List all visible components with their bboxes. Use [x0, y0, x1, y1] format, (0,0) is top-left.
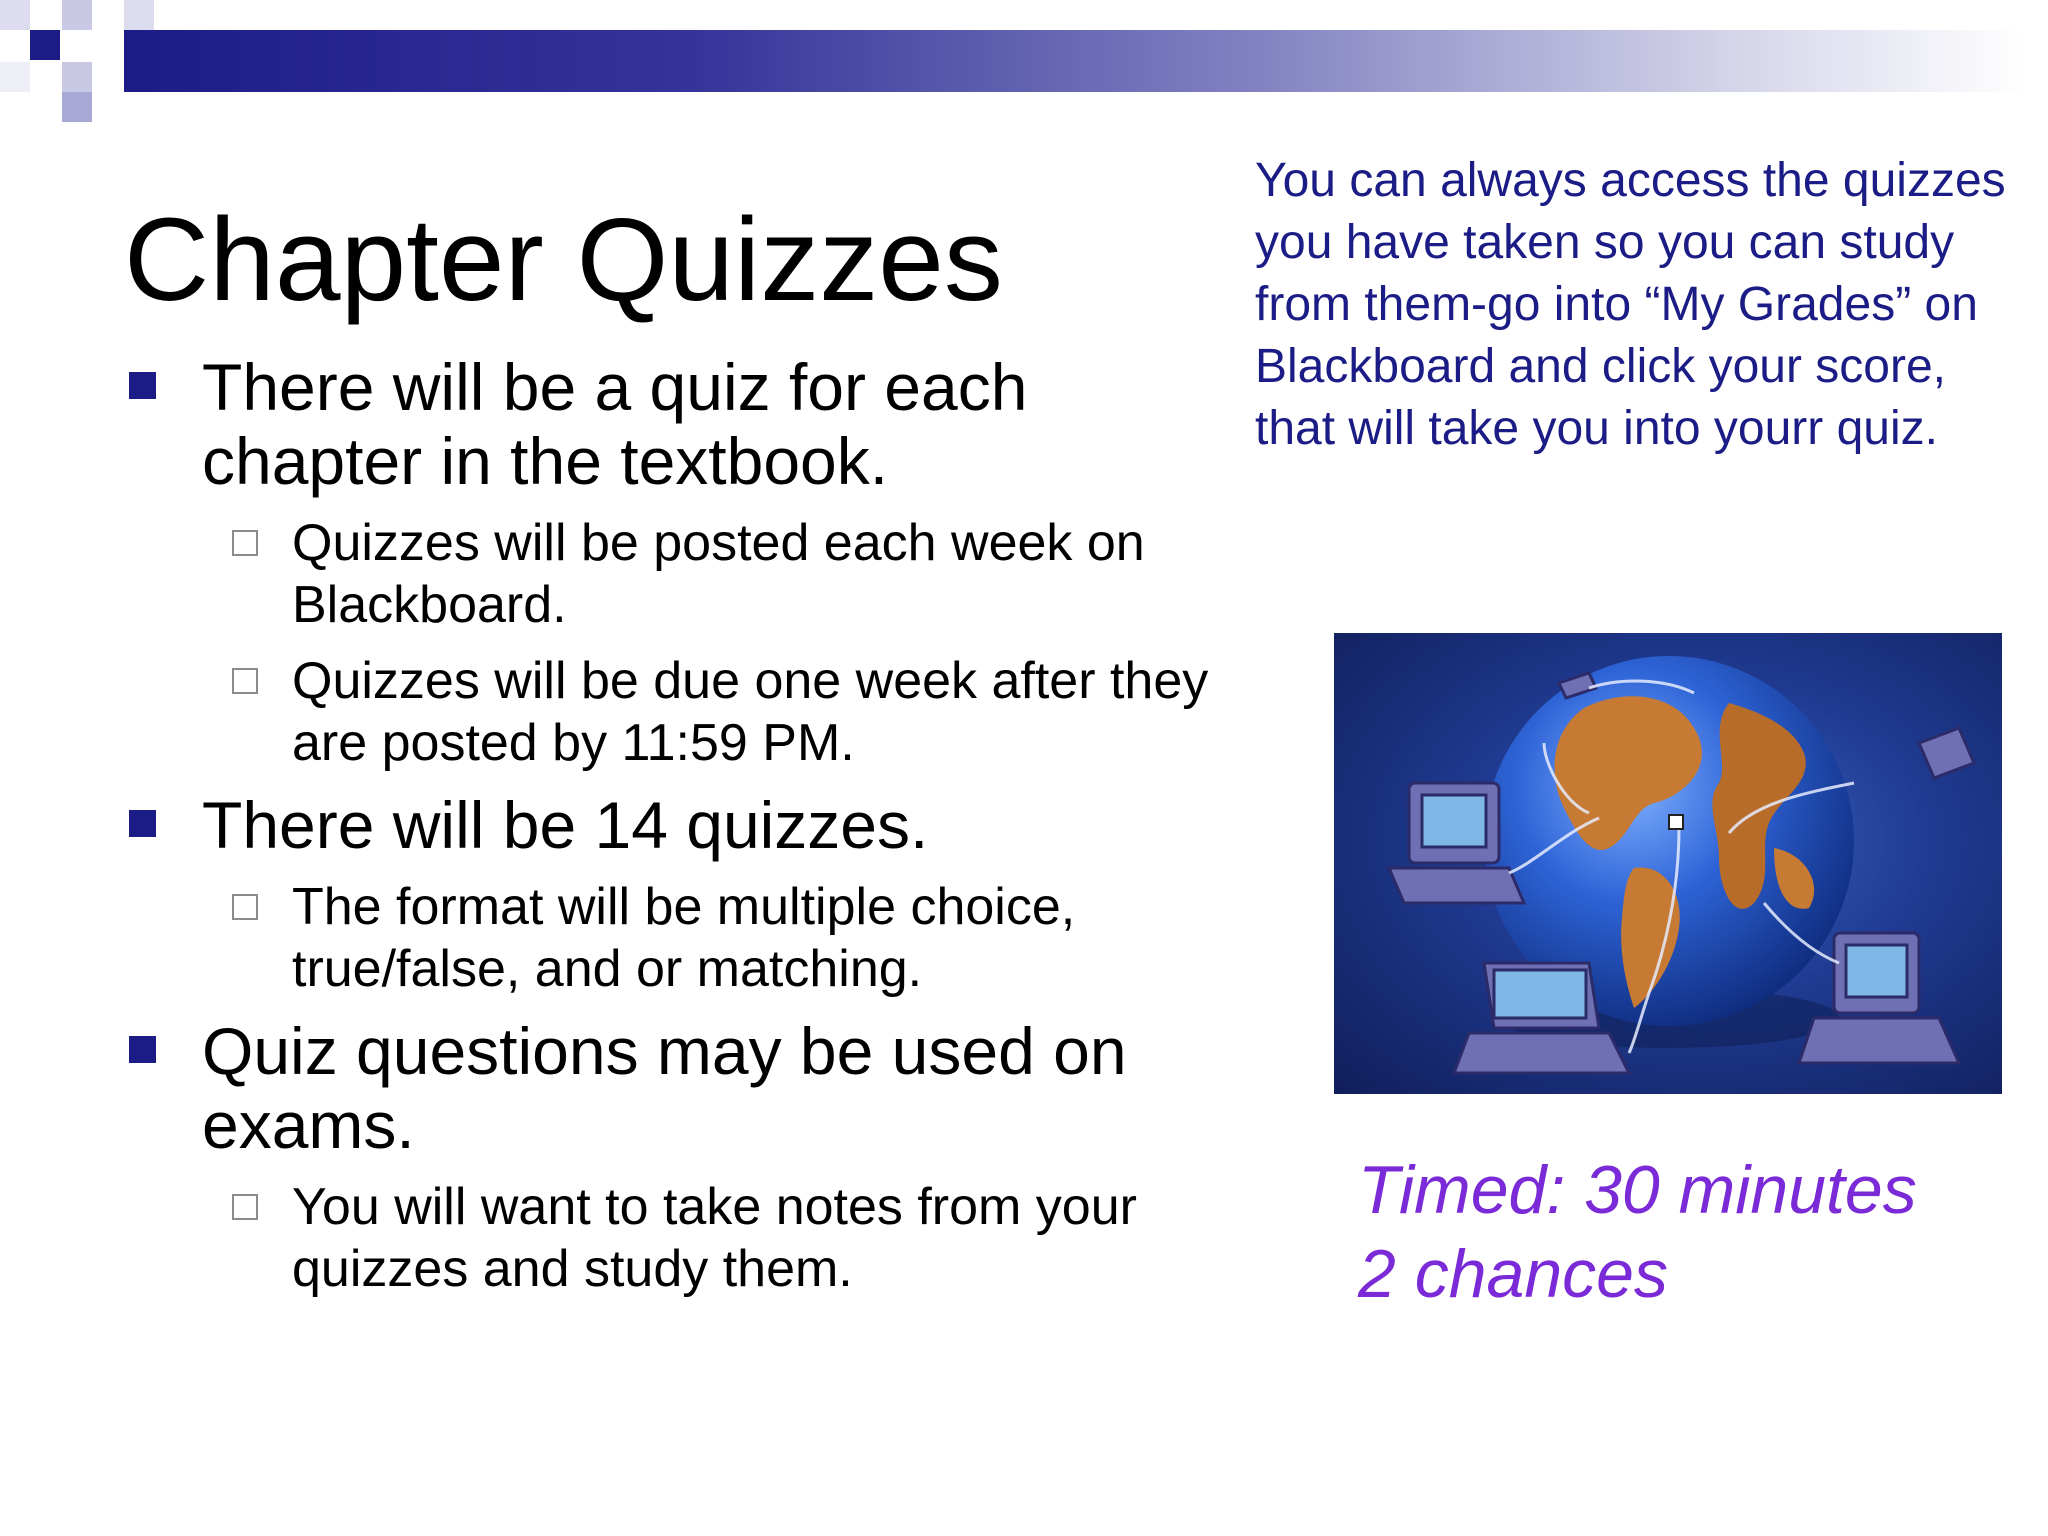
header-square — [62, 62, 92, 92]
slide-title: Chapter Quizzes — [124, 194, 1003, 326]
hollow-square-bullet-icon — [232, 1194, 258, 1220]
side-note: You can always access the quizzes you have taken so you can study from them-go into “My Grades” on Blackboard and click your score, that will take you into yourr quiz. — [1255, 154, 2006, 455]
bullet-item — [124, 1014, 1234, 1162]
attempts-count: 2 chances — [1358, 1236, 1668, 1312]
timing-info — [1358, 1148, 2018, 1316]
header-square — [0, 62, 30, 92]
globe-network-icon — [1334, 633, 2002, 1094]
header-square — [62, 92, 92, 122]
bullet-list — [124, 350, 1234, 1300]
bullet-text: There will be a quiz for each chapter in the textbook. — [202, 350, 1028, 498]
sub-bullet-item — [124, 1176, 1234, 1300]
square-bullet-icon — [129, 1036, 156, 1063]
header-square — [30, 30, 60, 60]
hollow-square-bullet-icon — [232, 894, 258, 920]
header-gradient-bar — [124, 30, 2024, 92]
hollow-square-bullet-icon — [232, 530, 258, 556]
square-bullet-icon — [129, 810, 156, 837]
sub-bullet-item — [124, 876, 1234, 1000]
bullet-item — [124, 788, 1234, 862]
sub-bullet-text: You will want to take notes from your quizzes and study them. — [292, 1178, 1137, 1298]
sub-bullet-text: The format will be multiple choice, true/false, and or matching. — [292, 878, 1076, 998]
timed-duration: Timed: 30 minutes — [1358, 1152, 1917, 1228]
sub-bullet-item — [124, 512, 1234, 636]
sub-bullet-text: Quizzes will be due one week after they are posted by 11:59 PM. — [292, 652, 1209, 772]
sub-bullet-text: Quizzes will be posted each week on Blackboard. — [292, 514, 1145, 634]
header-square — [92, 30, 122, 60]
bullet-text: There will be 14 quizzes. — [202, 788, 929, 862]
header-square — [124, 0, 154, 30]
globe-network-image — [1334, 633, 2002, 1094]
hollow-square-bullet-icon — [232, 668, 258, 694]
bullet-text: Quiz questions may be used on exams. — [202, 1014, 1127, 1162]
header-square — [62, 0, 92, 30]
sub-bullet-item — [124, 650, 1234, 774]
square-bullet-icon — [129, 372, 156, 399]
header-square — [0, 0, 30, 30]
bullet-item — [124, 350, 1234, 498]
